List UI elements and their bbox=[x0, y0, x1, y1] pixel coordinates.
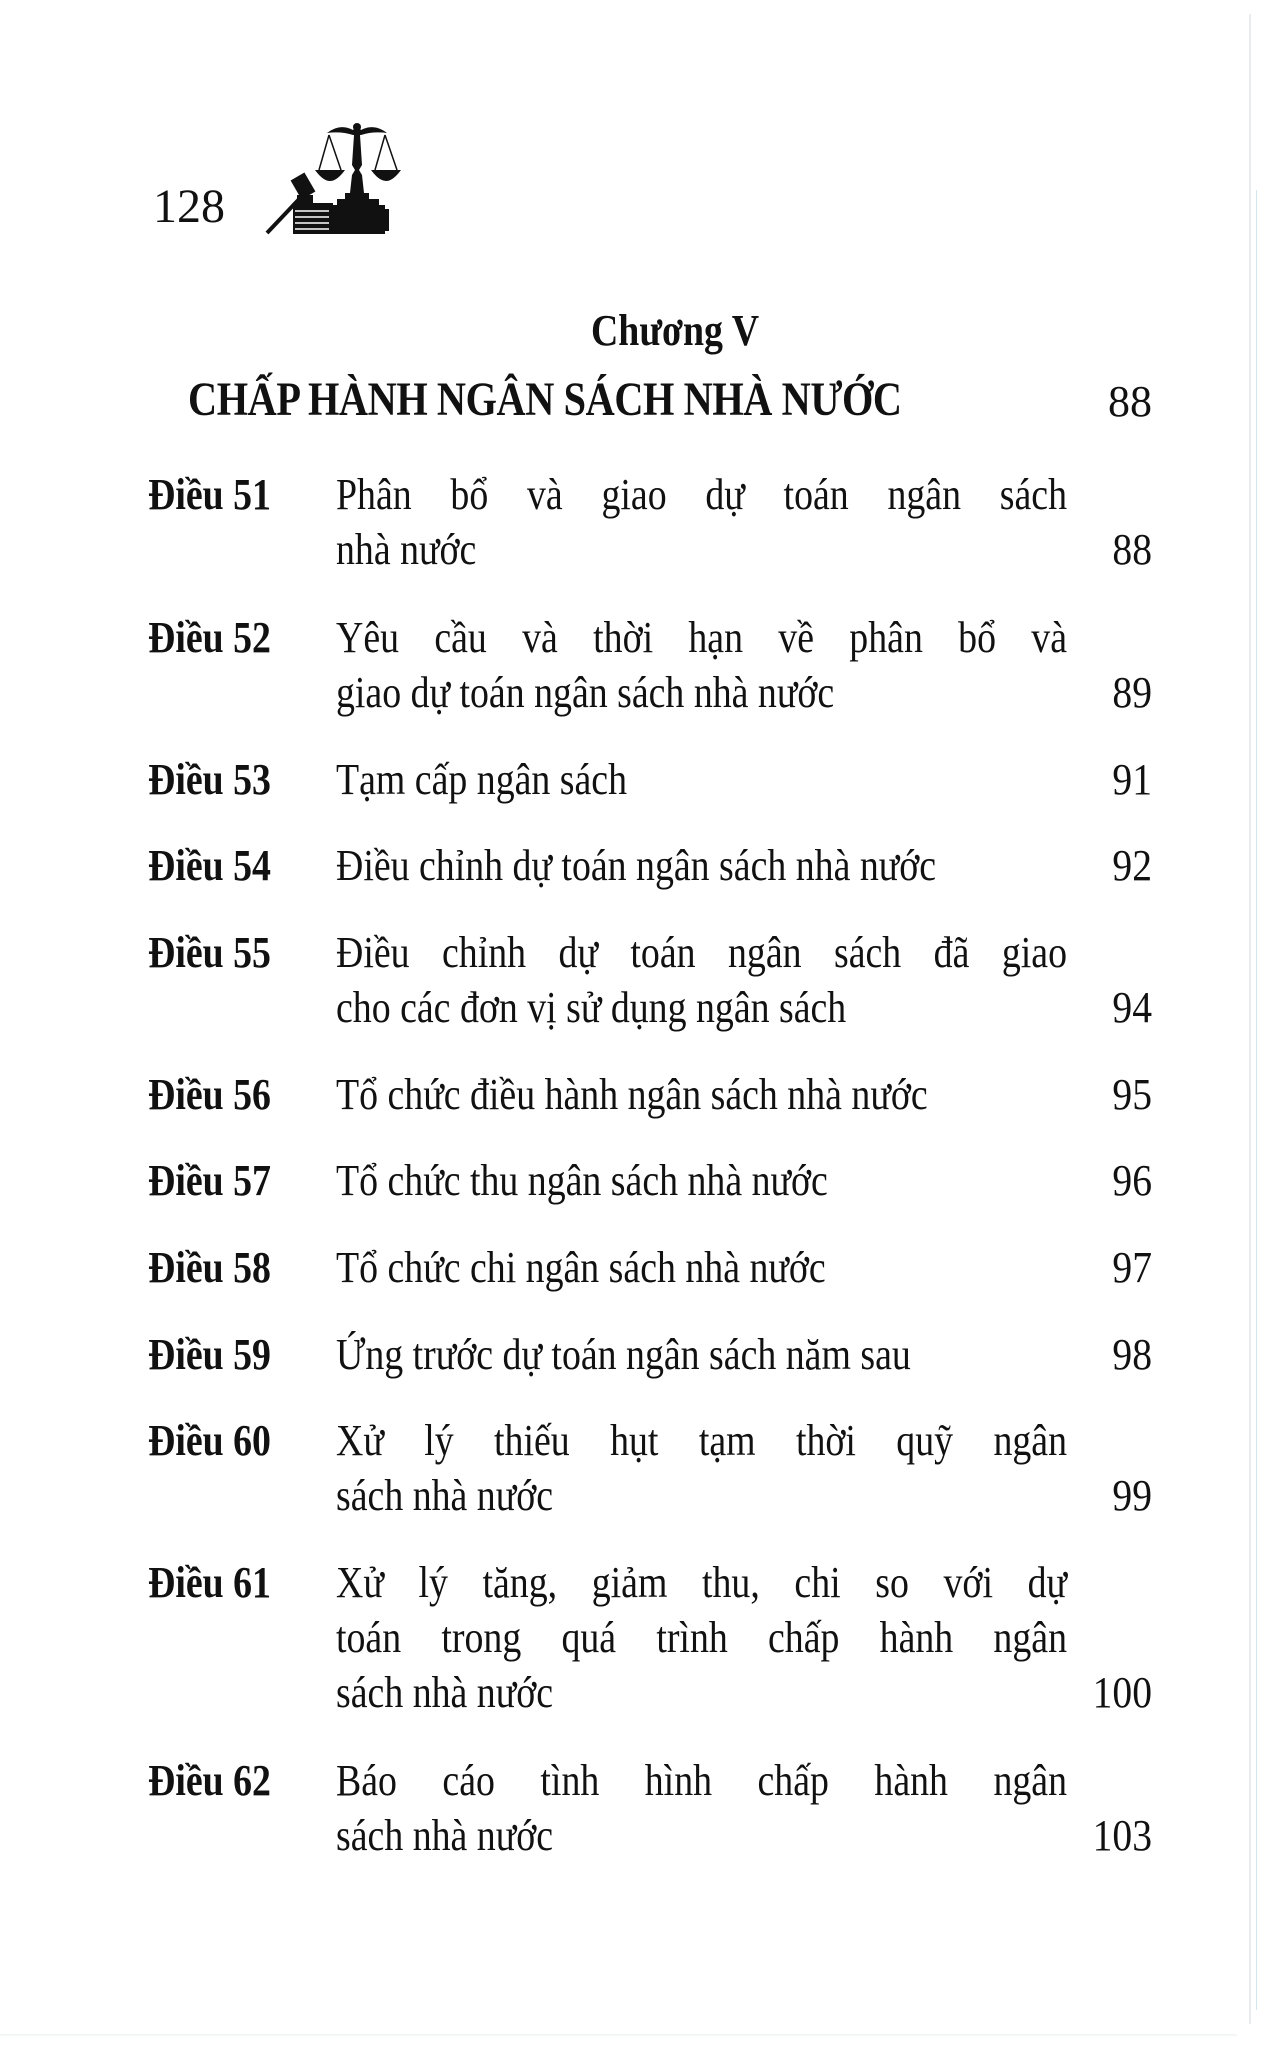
scales-of-justice-icon bbox=[265, 115, 435, 235]
article-title: Tổ chức thu ngân sách nhà nước bbox=[336, 1156, 828, 1205]
article-page-number: 100 bbox=[1092, 1668, 1152, 1717]
article-label: Điều 53 bbox=[148, 755, 271, 804]
article-title: Báo cáo tình hình chấp hành ngân sách nhà nước bbox=[336, 1756, 1067, 1860]
article-label: Điều 59 bbox=[148, 1330, 271, 1379]
page-edge-shadow bbox=[1256, 190, 1257, 2010]
article-title: Xử lý thiếu hụt tạm thời quỹ ngân sách nhà nước bbox=[336, 1416, 1067, 1520]
article-label: Điều 62 bbox=[148, 1756, 271, 1805]
article-title: Tổ chức chi ngân sách nhà nước bbox=[336, 1243, 826, 1292]
article-title: Ứng trước dự toán ngân sách năm sau bbox=[336, 1330, 911, 1379]
article-title: Điều chỉnh dự toán ngân sách đã giao cho các đơn vị sử dụng ngân sách bbox=[336, 928, 1067, 1032]
article-page-number: 88 bbox=[1112, 525, 1152, 574]
article-label: Điều 57 bbox=[148, 1156, 271, 1205]
article-label: Điều 61 bbox=[148, 1558, 271, 1607]
article-title: Điều chỉnh dự toán ngân sách nhà nước bbox=[336, 841, 937, 890]
article-label: Điều 58 bbox=[148, 1243, 271, 1292]
article-label: Điều 55 bbox=[148, 928, 271, 977]
article-page-number: 98 bbox=[1112, 1330, 1152, 1379]
article-label: Điều 54 bbox=[148, 841, 271, 890]
article-label: Điều 51 bbox=[148, 470, 271, 519]
article-page-number: 89 bbox=[1112, 668, 1152, 717]
chapter-label: Chương V bbox=[590, 306, 760, 355]
article-title: Phân bổ và giao dự toán ngân sách nhà nước bbox=[336, 470, 1067, 574]
article-title: Xử lý tăng, giảm thu, chi so với dự toán trong quá trình chấp hành ngân sách nhà nước bbox=[336, 1558, 1067, 1717]
chapter-page-number: 88 bbox=[1108, 377, 1152, 426]
article-page-number: 95 bbox=[1112, 1070, 1152, 1119]
page-bottom-shadow bbox=[0, 2034, 1237, 2037]
article-title: Tạm cấp ngân sách bbox=[336, 755, 628, 804]
article-page-number: 99 bbox=[1112, 1471, 1152, 1520]
chapter-heading-row bbox=[188, 372, 1152, 432]
page-number: 128 bbox=[153, 180, 225, 233]
article-title: Yêu cầu và thời hạn về phân bổ và giao dự toán ngân sách nhà nước bbox=[336, 613, 1067, 717]
article-title: Tổ chức điều hành ngân sách nhà nước bbox=[336, 1070, 928, 1119]
article-page-number: 96 bbox=[1112, 1156, 1152, 1205]
chapter-title: CHẤP HÀNH NGÂN SÁCH NHÀ NƯỚC bbox=[188, 373, 902, 426]
article-page-number: 94 bbox=[1112, 983, 1152, 1032]
article-label: Điều 56 bbox=[148, 1070, 271, 1119]
article-page-number: 91 bbox=[1112, 755, 1152, 804]
article-page-number: 92 bbox=[1112, 841, 1152, 890]
article-label: Điều 60 bbox=[148, 1416, 271, 1465]
article-page-number: 103 bbox=[1092, 1811, 1152, 1860]
article-page-number: 97 bbox=[1112, 1243, 1152, 1292]
article-label: Điều 52 bbox=[148, 613, 271, 662]
